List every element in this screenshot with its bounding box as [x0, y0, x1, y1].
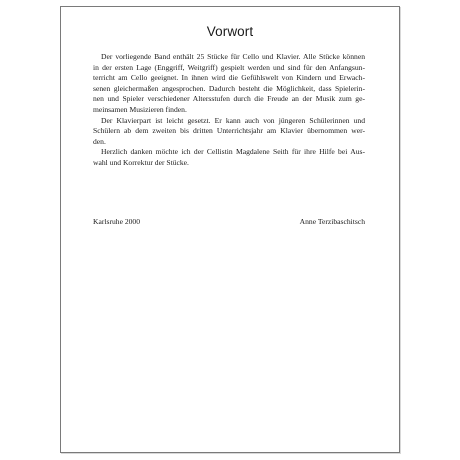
text-line: nen und Spieler verschiedener Altersstufen durch die Freude an der Musik zum ge- [93, 94, 365, 104]
document-page [60, 6, 400, 453]
text-line: Schülern ab dem zweiten bis dritten Unterrichtsjahr am Klavier übernommen wer- [93, 126, 365, 136]
place-date: Karlsruhe 2000 [93, 217, 141, 226]
paragraph-1 [93, 52, 365, 116]
text-line: senen gleichermaßen angesprochen. Dadurch besteht die Möglichkeit, dass Spielerin- [93, 83, 365, 93]
text-line: Der Klavierpart ist leicht gesetzt. Er kann auch von jüngeren Schülerinnen und [101, 115, 365, 125]
text-line: Herzlich danken möchte ich der Cellistin Magdalene Seith für ihre Hilfe bei Aus- [101, 147, 365, 157]
text-line: Der vorliegende Band enthält 25 Stücke für Cello und Klavier. Alle Stücke können [101, 52, 365, 61]
text-line: meinsamen Musizieren finden. [93, 104, 187, 114]
text-line: den. [93, 136, 106, 146]
preface-body [93, 52, 365, 169]
paragraph-2 [93, 116, 365, 148]
paragraph-3 [93, 147, 365, 168]
text-line: in der ersten Lage (Enggriff, Weitgriff) gespielt werden und sind für den Anfangsun- [93, 62, 365, 72]
page-title: Vorwort [206, 24, 254, 39]
text-line: wahl und Korrektur der Stücke. [93, 157, 189, 167]
author-name: Anne Terzibaschitsch [299, 217, 365, 226]
signature-row [93, 217, 365, 226]
text-line: terricht am Cello geeignet. In ihnen wird die Gefühlswelt von Kindern und Erwach- [93, 73, 365, 83]
